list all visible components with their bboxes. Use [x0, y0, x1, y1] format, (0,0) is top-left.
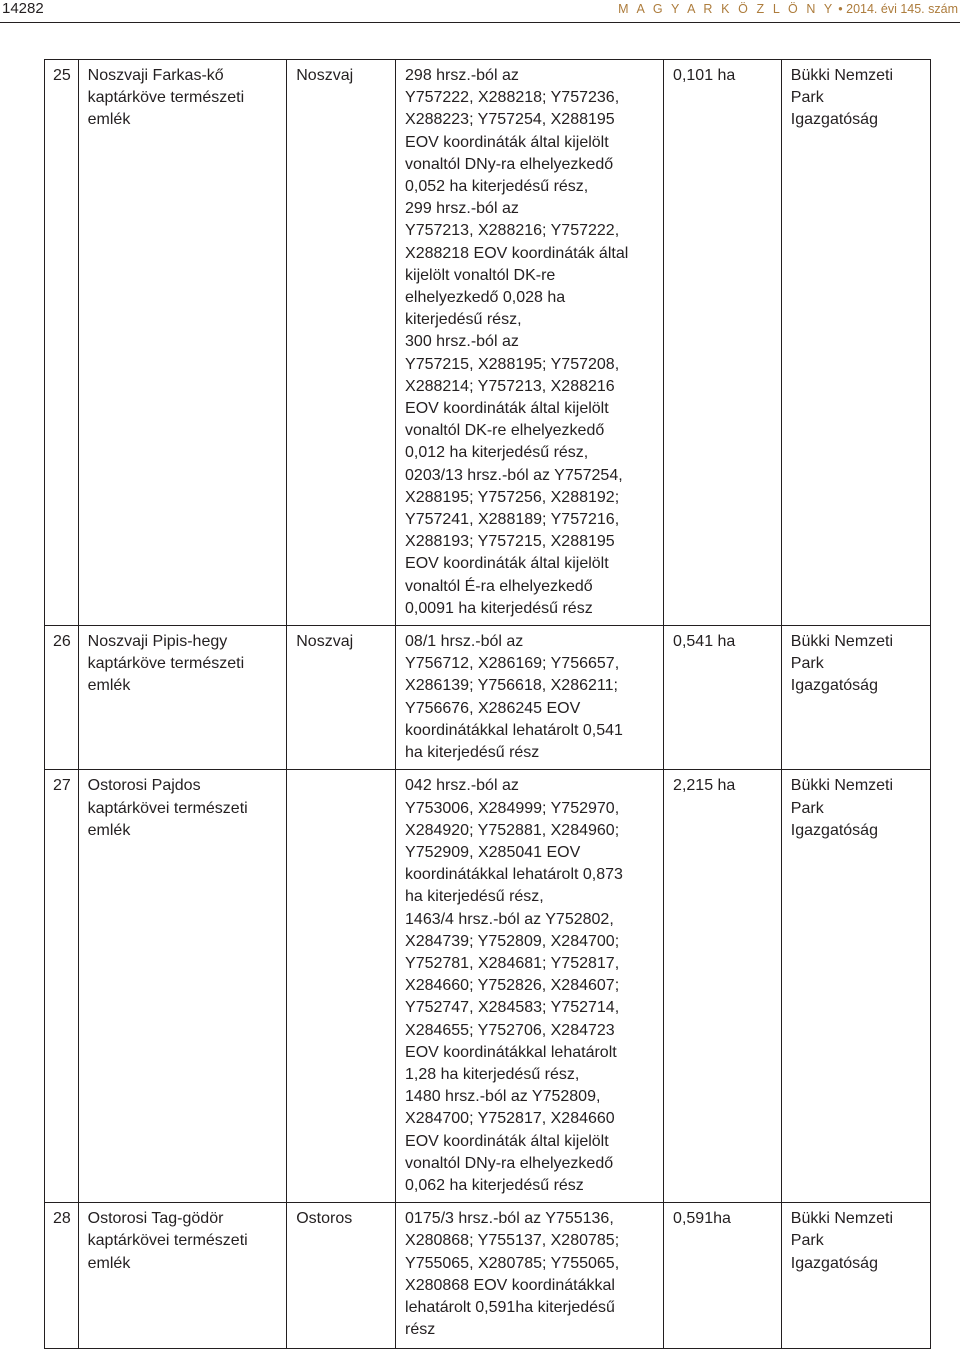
- managing-authority-line: Park: [790, 799, 824, 817]
- site-name: [78, 626, 287, 770]
- row-number: 26: [45, 626, 79, 770]
- managing-authority: [781, 626, 930, 770]
- managing-authority-line: Igazgatóság: [790, 1254, 878, 1272]
- parcel-description: [396, 60, 664, 626]
- site-name-line: Noszvaji Farkas-kő: [87, 67, 224, 84]
- page-header: [0, 0, 960, 30]
- parcel-description-line: 0,062 ha kiterjedésű rész: [405, 1176, 584, 1194]
- area-value: 0,101 ha: [664, 60, 782, 626]
- site-name-line: emlék: [87, 111, 131, 129]
- journal-name: M A G Y A R K Ö Z L Ö N Y: [618, 2, 835, 16]
- settlement: Noszvaj: [287, 60, 396, 626]
- settlement: [287, 770, 396, 1203]
- site-name-line: emlék: [87, 677, 131, 695]
- parcel-description-line: 042 hrsz.-ból az: [405, 777, 519, 795]
- parcel-description-line: vonaltól É-ra elhelyezkedő: [405, 577, 593, 595]
- journal-title: [618, 1, 958, 17]
- parcel-description-line: rész: [405, 1321, 436, 1339]
- parcel-description-line: 298 hrsz.-ból az: [405, 67, 519, 84]
- table-row: [45, 60, 931, 626]
- parcel-description-line: Y755065, X280785; Y755065,: [405, 1254, 620, 1272]
- parcel-description-line: Y753006, X284999; Y752970,: [405, 799, 620, 817]
- parcel-description-line: X286139; Y756618, X286211;: [405, 677, 618, 695]
- parcel-description-line: 0,012 ha kiterjedésű rész,: [405, 444, 589, 462]
- table-row: [45, 770, 931, 1203]
- site-name-line: kaptárköve természeti: [87, 89, 245, 107]
- site-name: [78, 60, 287, 626]
- managing-authority-line: Park: [790, 1232, 824, 1250]
- parcel-description-line: X284655; Y752706, X284723: [405, 1021, 615, 1039]
- site-name-line: kaptárkövei természeti: [87, 799, 248, 817]
- site-name-line: emlék: [87, 1254, 131, 1272]
- parcel-description: [396, 1203, 664, 1349]
- area-value: 0,541 ha: [664, 626, 782, 770]
- parcel-description-line: 300 hrsz.-ból az: [405, 333, 519, 351]
- parcel-description-line: EOV koordináták által kijelölt: [405, 400, 609, 418]
- parcel-description-line: ha kiterjedésű rész,: [405, 888, 544, 906]
- parcel-description-line: 0,052 ha kiterjedésű rész,: [405, 178, 589, 196]
- parcel-description-line: X284739; Y752809, X284700;: [405, 932, 620, 950]
- parcel-description-line: vonaltól DNy-ra elhelyezkedő: [405, 1154, 614, 1172]
- managing-authority-line: Igazgatóság: [790, 821, 878, 839]
- parcel-description-line: vonaltól DK-re elhelyezkedő: [405, 422, 605, 440]
- parcel-description-line: EOV koordináták által kijelölt: [405, 555, 609, 573]
- managing-authority-line: Bükki Nemzeti: [790, 1210, 894, 1228]
- parcel-description-line: 1,28 ha kiterjedésű rész,: [405, 1065, 580, 1083]
- parcel-description-line: Y756712, X286169; Y756657,: [405, 655, 620, 673]
- site-name: [78, 1203, 287, 1349]
- managing-authority-line: Bükki Nemzeti: [790, 67, 894, 84]
- parcel-description-line: Y752781, X284681; Y752817,: [405, 954, 620, 972]
- table-row: [45, 626, 931, 770]
- site-name-line: emlék: [87, 821, 131, 839]
- area-value: 0,591ha: [664, 1203, 782, 1349]
- site-name-line: Noszvaji Pipis-hegy: [87, 633, 228, 651]
- parcel-description-line: 0,0091 ha kiterjedésű rész: [405, 599, 593, 617]
- managing-authority-line: Park: [790, 89, 824, 107]
- parcel-description-line: Y752909, X285041 EOV: [405, 843, 581, 861]
- managing-authority: [781, 1203, 930, 1349]
- parcel-description-line: X288223; Y757254, X288195: [405, 111, 615, 129]
- parcel-description-line: Y756676, X286245 EOV: [405, 699, 581, 717]
- parcel-description-line: X284920; Y752881, X284960;: [405, 821, 620, 839]
- parcel-description-line: Y757222, X288218; Y757236,: [405, 89, 620, 107]
- parcel-description-line: EOV koordináták által kijelölt: [405, 1132, 609, 1150]
- parcel-description-line: vonaltól DNy-ra elhelyezkedő: [405, 155, 614, 173]
- managing-authority-line: Park: [790, 655, 824, 673]
- parcel-description-line: Y757215, X288195; Y757208,: [405, 355, 620, 373]
- parcel-description-line: kijelölt vonaltól DK-re: [405, 266, 556, 284]
- parcel-description-line: 08/1 hrsz.-ból az: [405, 633, 524, 651]
- parcel-description-line: X288218 EOV koordináták által: [405, 244, 629, 262]
- parcel-description-line: EOV koordinátákkal lehatárolt: [405, 1043, 617, 1061]
- issue-label: 2014. évi 145. szám: [846, 2, 958, 16]
- parcel-description-line: X288214; Y757213, X288216: [405, 377, 615, 395]
- parcel-description-line: 0175/3 hrsz.-ból az Y755136,: [405, 1210, 614, 1228]
- site-name-line: kaptárköve természeti: [87, 655, 245, 673]
- parcel-description-line: koordinátákkal lehatárolt 0,541: [405, 721, 623, 739]
- parcel-description-line: lehatárolt 0,591ha kiterjedésű: [405, 1298, 615, 1316]
- managing-authority-line: Bükki Nemzeti: [790, 633, 894, 651]
- parcel-description: [396, 770, 664, 1203]
- managing-authority: [781, 60, 930, 626]
- title-separator: •: [834, 2, 847, 16]
- parcel-description-line: ha kiterjedésű rész: [405, 744, 540, 762]
- parcel-description-line: X288193; Y757215, X288195: [405, 533, 615, 551]
- parcel-description-line: Y752747, X284583; Y752714,: [405, 999, 620, 1017]
- row-number: 27: [45, 770, 79, 1203]
- parcel-description-line: X280868; Y755137, X280785;: [405, 1232, 620, 1250]
- managing-authority-line: Igazgatóság: [790, 677, 878, 695]
- row-number: 28: [45, 1203, 79, 1349]
- site-name-line: Ostorosi Pajdos: [87, 777, 201, 795]
- parcel-description-line: EOV koordináták által kijelölt: [405, 133, 609, 151]
- managing-authority-line: Bükki Nemzeti: [790, 777, 894, 795]
- site-name-line: kaptárkövei természeti: [87, 1232, 248, 1250]
- parcel-description-line: X284660; Y752826, X284607;: [405, 977, 620, 995]
- managing-authority-line: Igazgatóság: [790, 111, 878, 129]
- parcel-description-line: kiterjedésű rész,: [405, 311, 522, 329]
- parcel-description: [396, 626, 664, 770]
- parcel-description-line: Y757213, X288216; Y757222,: [405, 222, 620, 240]
- header-rule: [0, 22, 960, 23]
- settlement: Ostoros: [287, 1203, 396, 1349]
- site-name-line: Ostorosi Tag-gödör: [87, 1210, 224, 1228]
- parcel-description-line: X280868 EOV koordinátákkal: [405, 1276, 615, 1294]
- managing-authority: [781, 770, 930, 1203]
- parcel-description-line: 299 hrsz.-ból az: [405, 200, 519, 218]
- table-row: [45, 1203, 931, 1349]
- parcel-description-line: elhelyezkedő 0,028 ha: [405, 289, 566, 307]
- parcel-description-line: X284700; Y752817, X284660: [405, 1110, 615, 1128]
- parcel-description-line: 1463/4 hrsz.-ból az Y752802,: [405, 910, 614, 928]
- parcel-description-line: koordinátákkal lehatárolt 0,873: [405, 866, 623, 884]
- row-number: 25: [45, 60, 79, 626]
- area-value: 2,215 ha: [664, 770, 782, 1203]
- parcel-description-line: 1480 hrsz.-ból az Y752809,: [405, 1088, 601, 1106]
- site-name: [78, 770, 287, 1203]
- parcel-description-line: Y757241, X288189; Y757216,: [405, 511, 620, 529]
- page-number: 14282: [2, 0, 44, 17]
- protected-sites-table: [44, 59, 931, 1349]
- parcel-description-line: 0203/13 hrsz.-ból az Y757254,: [405, 466, 623, 484]
- parcel-description-line: X288195; Y757256, X288192;: [405, 488, 620, 506]
- settlement: Noszvaj: [287, 626, 396, 770]
